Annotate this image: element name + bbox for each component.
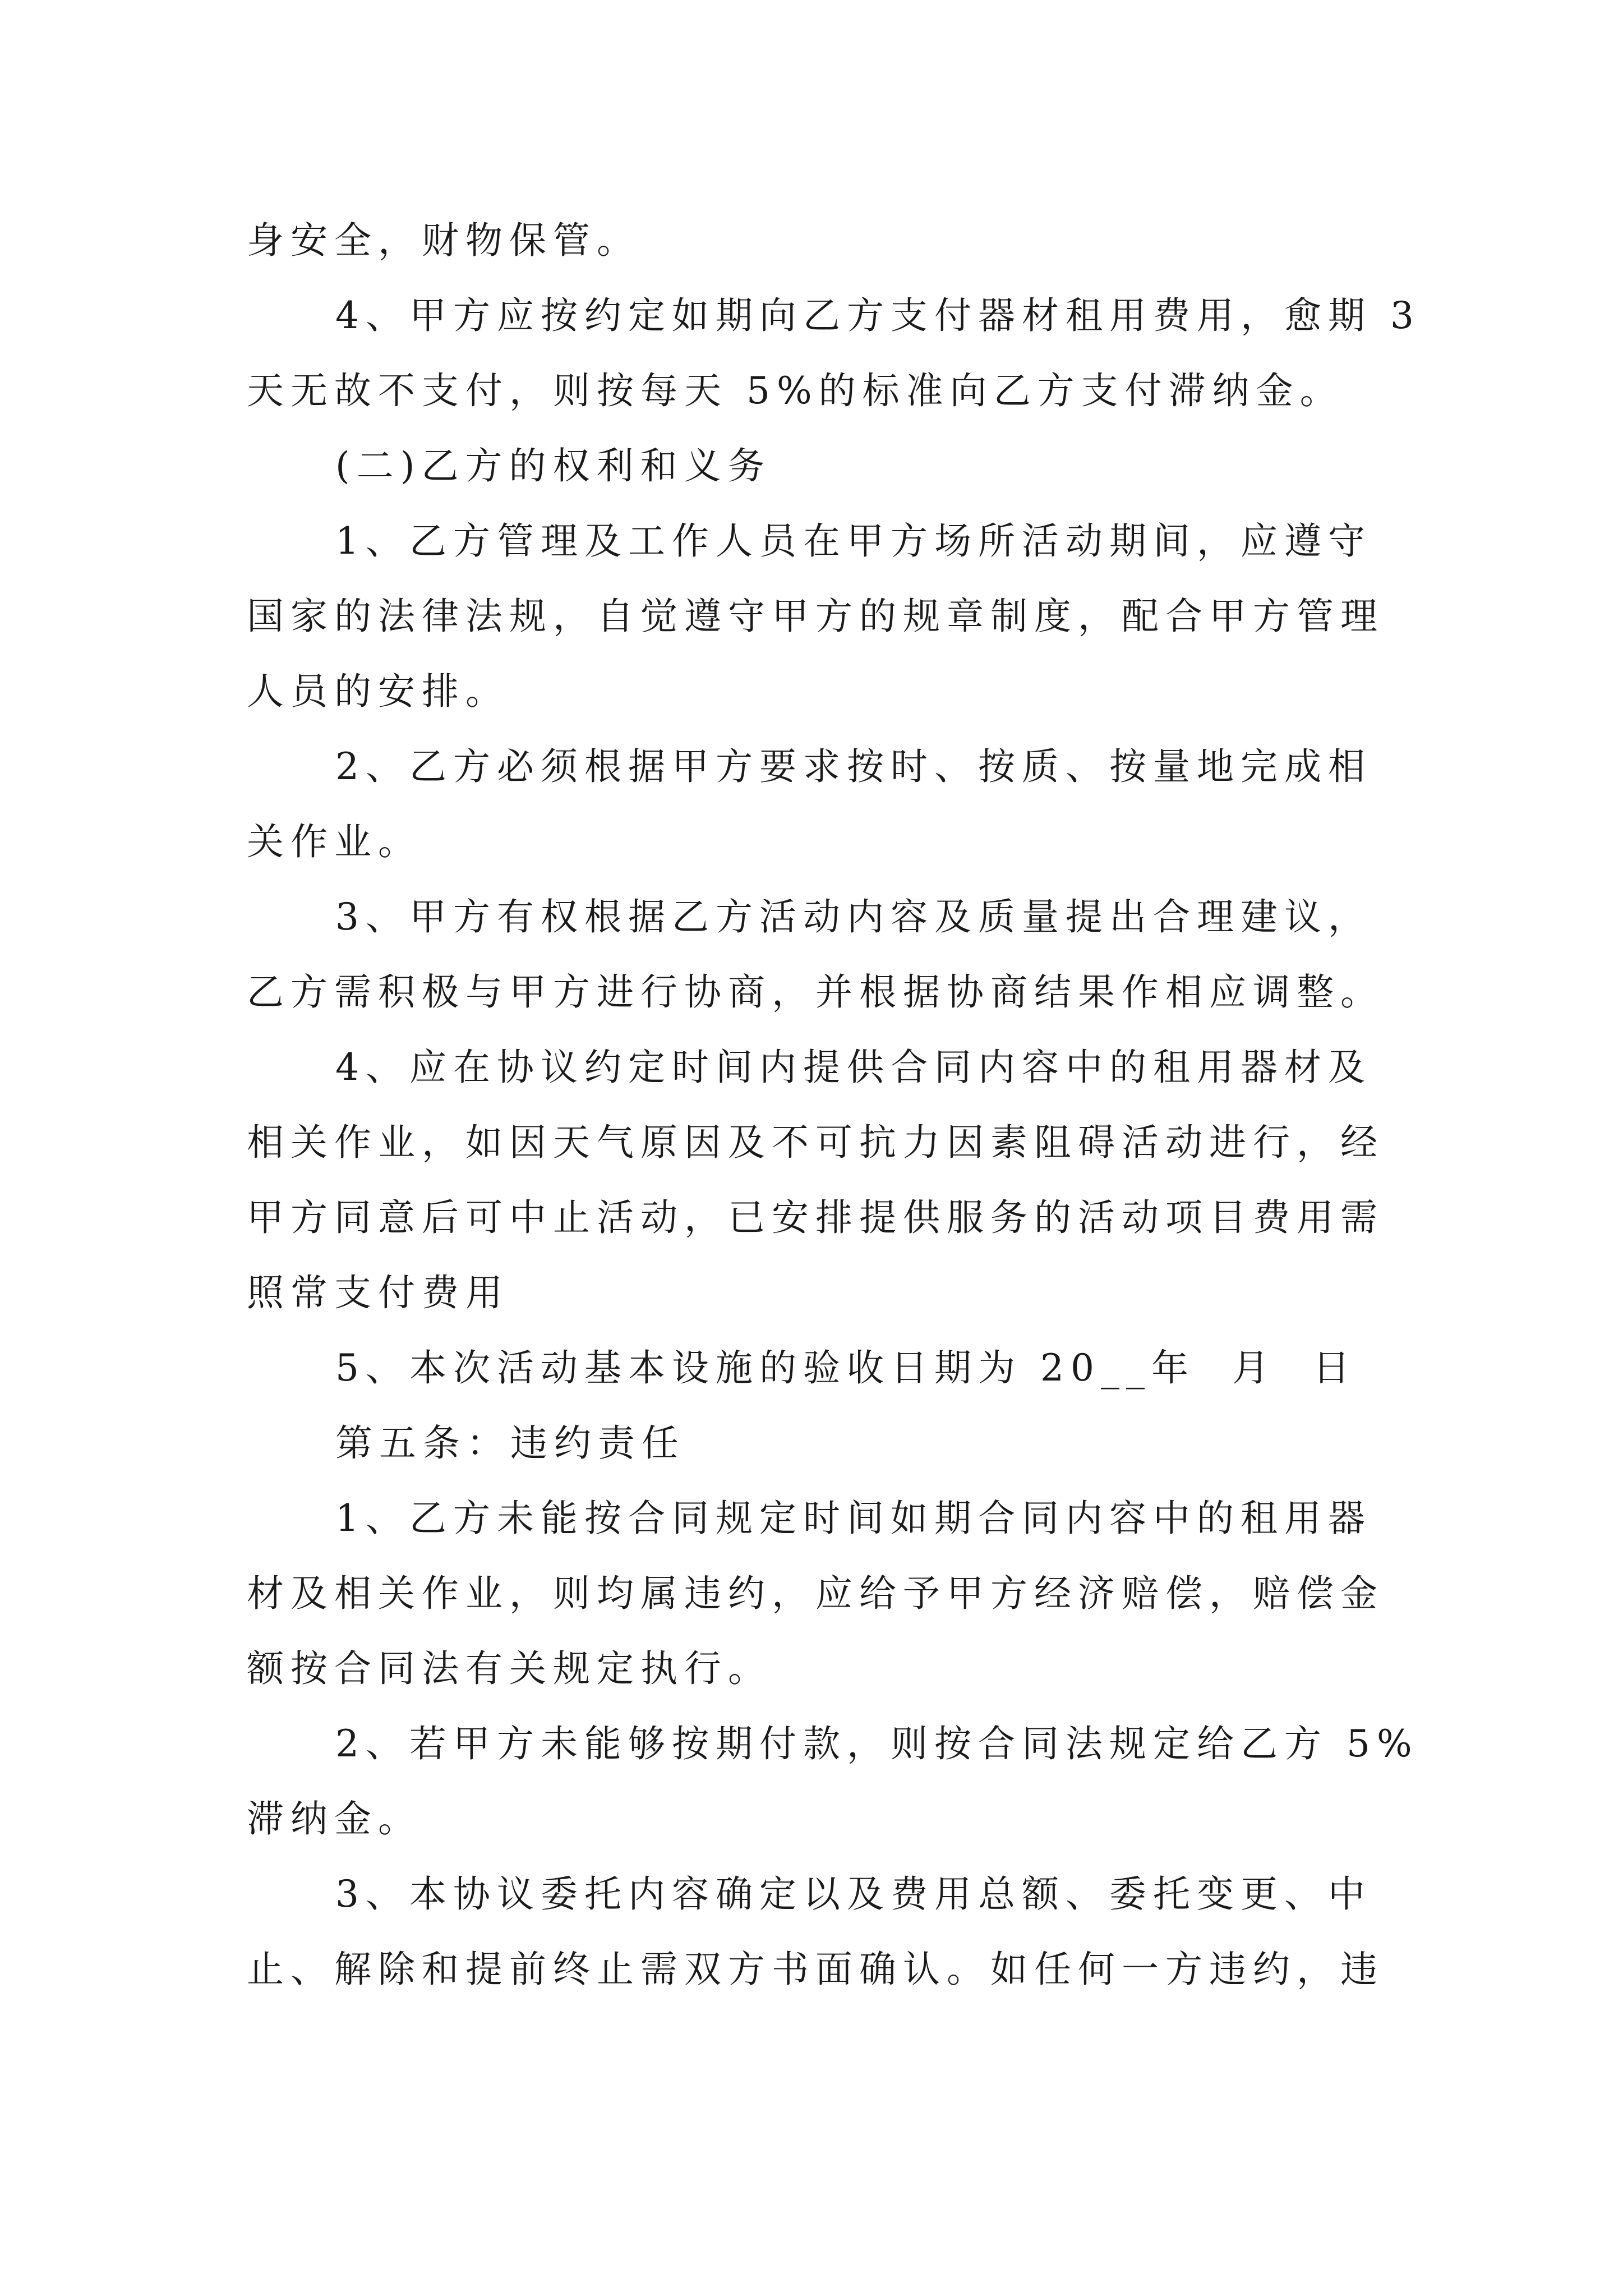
text-line-7: 人员的安排。: [247, 670, 509, 713]
text-line-21: 2、若甲方未能够按期付款，则按合同法规定给乙方 5%: [335, 1722, 1419, 1765]
text-line-6: 国家的法律法规，自觉遵守甲方的规章制度，配合甲方管理: [247, 595, 1384, 638]
text-line-16: 5、本次活动基本设施的验收日期为 20__年 月 日: [335, 1346, 1357, 1389]
text-line-4: (二)乙方的权利和义务: [335, 444, 772, 487]
text-line-13: 相关作业，如因天气原因及不可抗力因素阻碍活动进行，经: [247, 1121, 1384, 1164]
text-line-22: 滞纳金。: [247, 1797, 422, 1841]
text-line-17: 第五条：违约责任: [335, 1421, 685, 1465]
text-line-20: 额按合同法有关规定执行。: [247, 1647, 772, 1690]
text-line-12: 4、应在协议约定时间内提供合同内容中的租用器材及: [335, 1046, 1372, 1089]
text-line-3: 天无故不支付，则按每天 5%的标准向乙方支付滞纳金。: [247, 369, 1344, 412]
text-line-19: 材及相关作业，则均属违约，应给予甲方经济赔偿，赔偿金: [247, 1572, 1384, 1615]
text-line-10: 3、甲方有权根据乙方活动内容及质量提出合理建议，: [335, 895, 1372, 938]
text-line-23: 3、本协议委托内容确定以及费用总额、委托变更、中: [335, 1872, 1372, 1916]
text-line-18: 1、乙方未能按合同规定时间如期合同内容中的租用器: [335, 1497, 1372, 1540]
text-line-15: 照常支付费用: [247, 1271, 509, 1314]
text-line-8: 2、乙方必须根据甲方要求按时、按质、按量地完成相: [335, 745, 1372, 788]
text-line-1: 身安全，财物保管。: [247, 219, 640, 262]
text-line-2: 4、甲方应按约定如期向乙方支付器材租用费用，愈期 3: [335, 294, 1421, 337]
text-line-9: 关作业。: [247, 820, 422, 863]
text-line-5: 1、乙方管理及工作人员在甲方场所活动期间，应遵守: [335, 519, 1372, 563]
text-line-14: 甲方同意后可中止活动，已安排提供服务的活动项目费用需: [247, 1196, 1384, 1239]
text-line-24: 止、解除和提前终止需双方书面确认。如任何一方违约，违: [247, 1948, 1384, 1991]
text-line-11: 乙方需积极与甲方进行协商，并根据协商结果作相应调整。: [247, 970, 1384, 1014]
